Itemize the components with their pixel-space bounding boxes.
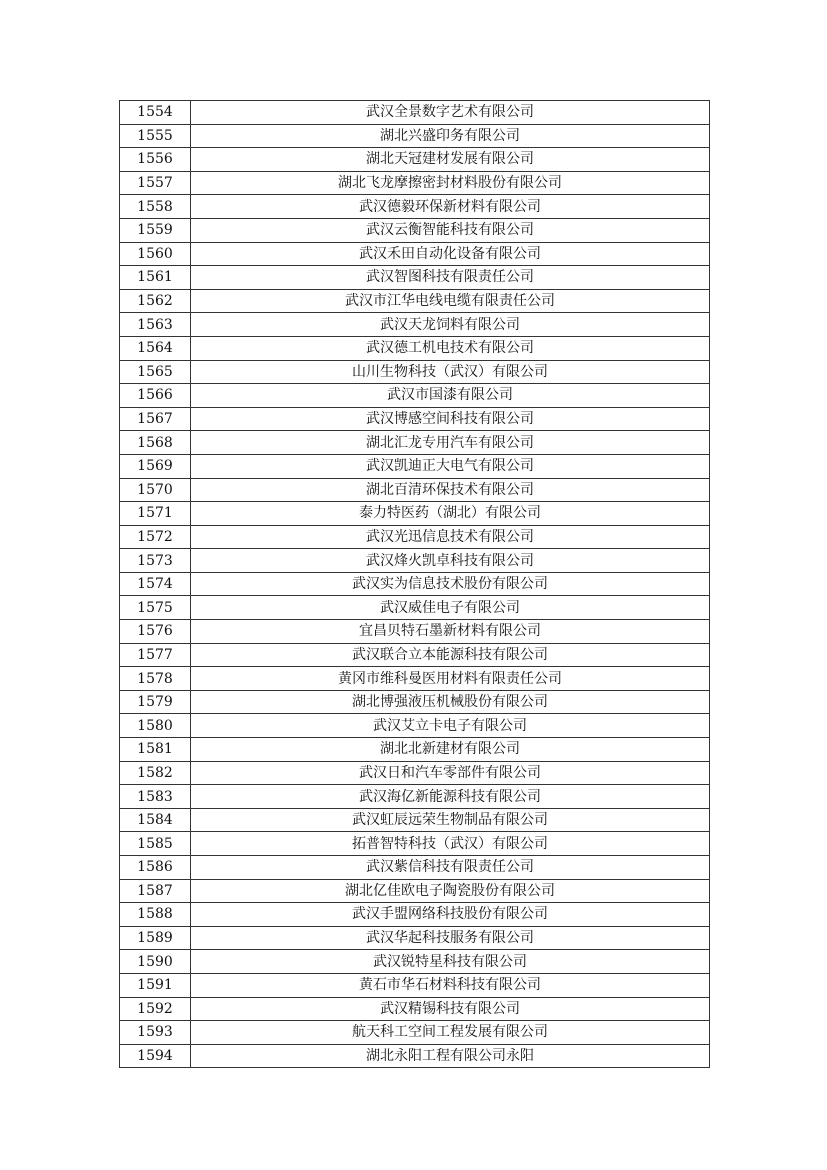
row-number-cell: 1567 [120, 407, 191, 431]
table-row [120, 643, 710, 667]
company-name-cell: 泰力特医药（湖北）有限公司 [191, 502, 710, 526]
table-row [120, 549, 710, 573]
company-name-cell: 武汉紫信科技有限责任公司 [191, 856, 710, 880]
company-name-cell: 武汉云衡智能科技有限公司 [191, 218, 710, 242]
company-name-cell: 湖北博强液压机械股份有限公司 [191, 690, 710, 714]
row-number-cell: 1585 [120, 832, 191, 856]
row-number-cell: 1573 [120, 549, 191, 573]
row-number-cell: 1594 [120, 1044, 191, 1068]
table-row [120, 454, 710, 478]
table-row [120, 478, 710, 502]
row-number-cell: 1554 [120, 101, 191, 125]
table-row [120, 879, 710, 903]
row-number-cell: 1555 [120, 124, 191, 148]
table-row [120, 360, 710, 384]
table-row [120, 266, 710, 290]
company-name-cell: 武汉市国漆有限公司 [191, 384, 710, 408]
table-row [120, 336, 710, 360]
row-number-cell: 1572 [120, 525, 191, 549]
company-name-cell: 武汉手盟网络科技股份有限公司 [191, 903, 710, 927]
row-number-cell: 1566 [120, 384, 191, 408]
row-number-cell: 1576 [120, 620, 191, 644]
table-row [120, 761, 710, 785]
company-name-cell: 武汉全景数字艺术有限公司 [191, 101, 710, 125]
row-number-cell: 1581 [120, 738, 191, 762]
row-number-cell: 1587 [120, 879, 191, 903]
table-row [120, 973, 710, 997]
table-row [120, 148, 710, 172]
row-number-cell: 1590 [120, 950, 191, 974]
table-row [120, 856, 710, 880]
table-row [120, 525, 710, 549]
table-row [120, 195, 710, 219]
table-row [120, 1044, 710, 1068]
company-name-cell: 湖北百清环保技术有限公司 [191, 478, 710, 502]
table-row [120, 218, 710, 242]
row-number-cell: 1557 [120, 171, 191, 195]
row-number-cell: 1559 [120, 218, 191, 242]
row-number-cell: 1565 [120, 360, 191, 384]
company-name-cell: 湖北天冠建材发展有限公司 [191, 148, 710, 172]
company-name-cell: 武汉日和汽车零部件有限公司 [191, 761, 710, 785]
row-number-cell: 1586 [120, 856, 191, 880]
table-row [120, 431, 710, 455]
row-number-cell: 1571 [120, 502, 191, 526]
row-number-cell: 1563 [120, 313, 191, 337]
table-row [120, 997, 710, 1021]
row-number-cell: 1579 [120, 690, 191, 714]
row-number-cell: 1589 [120, 926, 191, 950]
table-row [120, 1021, 710, 1045]
company-name-cell: 湖北永阳工程有限公司永阳 [191, 1044, 710, 1068]
table-row [120, 407, 710, 431]
company-name-cell: 武汉华起科技服务有限公司 [191, 926, 710, 950]
company-name-cell: 武汉烽火凯卓科技有限公司 [191, 549, 710, 573]
row-number-cell: 1577 [120, 643, 191, 667]
company-name-cell: 武汉德工机电技术有限公司 [191, 336, 710, 360]
company-name-cell: 武汉市江华电线电缆有限责任公司 [191, 289, 710, 313]
row-number-cell: 1558 [120, 195, 191, 219]
row-number-cell: 1569 [120, 454, 191, 478]
row-number-cell: 1593 [120, 1021, 191, 1045]
row-number-cell: 1562 [120, 289, 191, 313]
row-number-cell: 1578 [120, 667, 191, 691]
row-number-cell: 1575 [120, 596, 191, 620]
row-number-cell: 1591 [120, 973, 191, 997]
company-name-cell: 湖北飞龙摩擦密封材料股份有限公司 [191, 171, 710, 195]
table-row [120, 832, 710, 856]
table-row [120, 714, 710, 738]
table-row [120, 620, 710, 644]
company-name-cell: 湖北汇龙专用汽车有限公司 [191, 431, 710, 455]
table-body [120, 101, 710, 1068]
table-row [120, 242, 710, 266]
company-name-cell: 武汉威佳电子有限公司 [191, 596, 710, 620]
table-row [120, 738, 710, 762]
company-name-cell: 武汉天龙饲料有限公司 [191, 313, 710, 337]
table-row [120, 502, 710, 526]
company-name-cell: 武汉实为信息技术股份有限公司 [191, 572, 710, 596]
company-list-table [119, 100, 710, 1068]
table-row [120, 384, 710, 408]
company-name-cell: 宜昌贝特石墨新材料有限公司 [191, 620, 710, 644]
table-row [120, 101, 710, 125]
table-row [120, 667, 710, 691]
row-number-cell: 1560 [120, 242, 191, 266]
table-row [120, 171, 710, 195]
company-name-cell: 湖北北新建材有限公司 [191, 738, 710, 762]
company-name-cell: 武汉联合立本能源科技有限公司 [191, 643, 710, 667]
company-name-cell: 武汉海亿新能源科技有限公司 [191, 785, 710, 809]
table-row [120, 808, 710, 832]
table-row [120, 596, 710, 620]
row-number-cell: 1570 [120, 478, 191, 502]
company-name-cell: 湖北兴盛印务有限公司 [191, 124, 710, 148]
row-number-cell: 1568 [120, 431, 191, 455]
row-number-cell: 1588 [120, 903, 191, 927]
row-number-cell: 1564 [120, 336, 191, 360]
company-name-cell: 航天科工空间工程发展有限公司 [191, 1021, 710, 1045]
table-row [120, 690, 710, 714]
table-row [120, 903, 710, 927]
company-name-cell: 武汉德毅环保新材料有限公司 [191, 195, 710, 219]
company-name-cell: 武汉锐特星科技有限公司 [191, 950, 710, 974]
table-row [120, 124, 710, 148]
row-number-cell: 1583 [120, 785, 191, 809]
table-row [120, 572, 710, 596]
table-row [120, 313, 710, 337]
company-name-cell: 武汉精锡科技有限公司 [191, 997, 710, 1021]
company-name-cell: 黄石市华石材料科技有限公司 [191, 973, 710, 997]
table-row [120, 950, 710, 974]
row-number-cell: 1574 [120, 572, 191, 596]
row-number-cell: 1582 [120, 761, 191, 785]
row-number-cell: 1592 [120, 997, 191, 1021]
table-row [120, 289, 710, 313]
company-name-cell: 拓普智特科技（武汉）有限公司 [191, 832, 710, 856]
company-name-cell: 武汉凯迪正大电气有限公司 [191, 454, 710, 478]
company-name-cell: 武汉博感空间科技有限公司 [191, 407, 710, 431]
company-name-cell: 武汉虹辰远荣生物制品有限公司 [191, 808, 710, 832]
row-number-cell: 1556 [120, 148, 191, 172]
company-name-cell: 武汉艾立卡电子有限公司 [191, 714, 710, 738]
table-row [120, 785, 710, 809]
row-number-cell: 1561 [120, 266, 191, 290]
company-name-cell: 湖北亿佳欧电子陶瓷股份有限公司 [191, 879, 710, 903]
company-name-cell: 黄冈市维科曼医用材料有限责任公司 [191, 667, 710, 691]
row-number-cell: 1584 [120, 808, 191, 832]
company-name-cell: 武汉智图科技有限责任公司 [191, 266, 710, 290]
company-name-cell: 武汉禾田自动化设备有限公司 [191, 242, 710, 266]
row-number-cell: 1580 [120, 714, 191, 738]
company-name-cell: 山川生物科技（武汉）有限公司 [191, 360, 710, 384]
table-row [120, 926, 710, 950]
company-name-cell: 武汉光迅信息技术有限公司 [191, 525, 710, 549]
